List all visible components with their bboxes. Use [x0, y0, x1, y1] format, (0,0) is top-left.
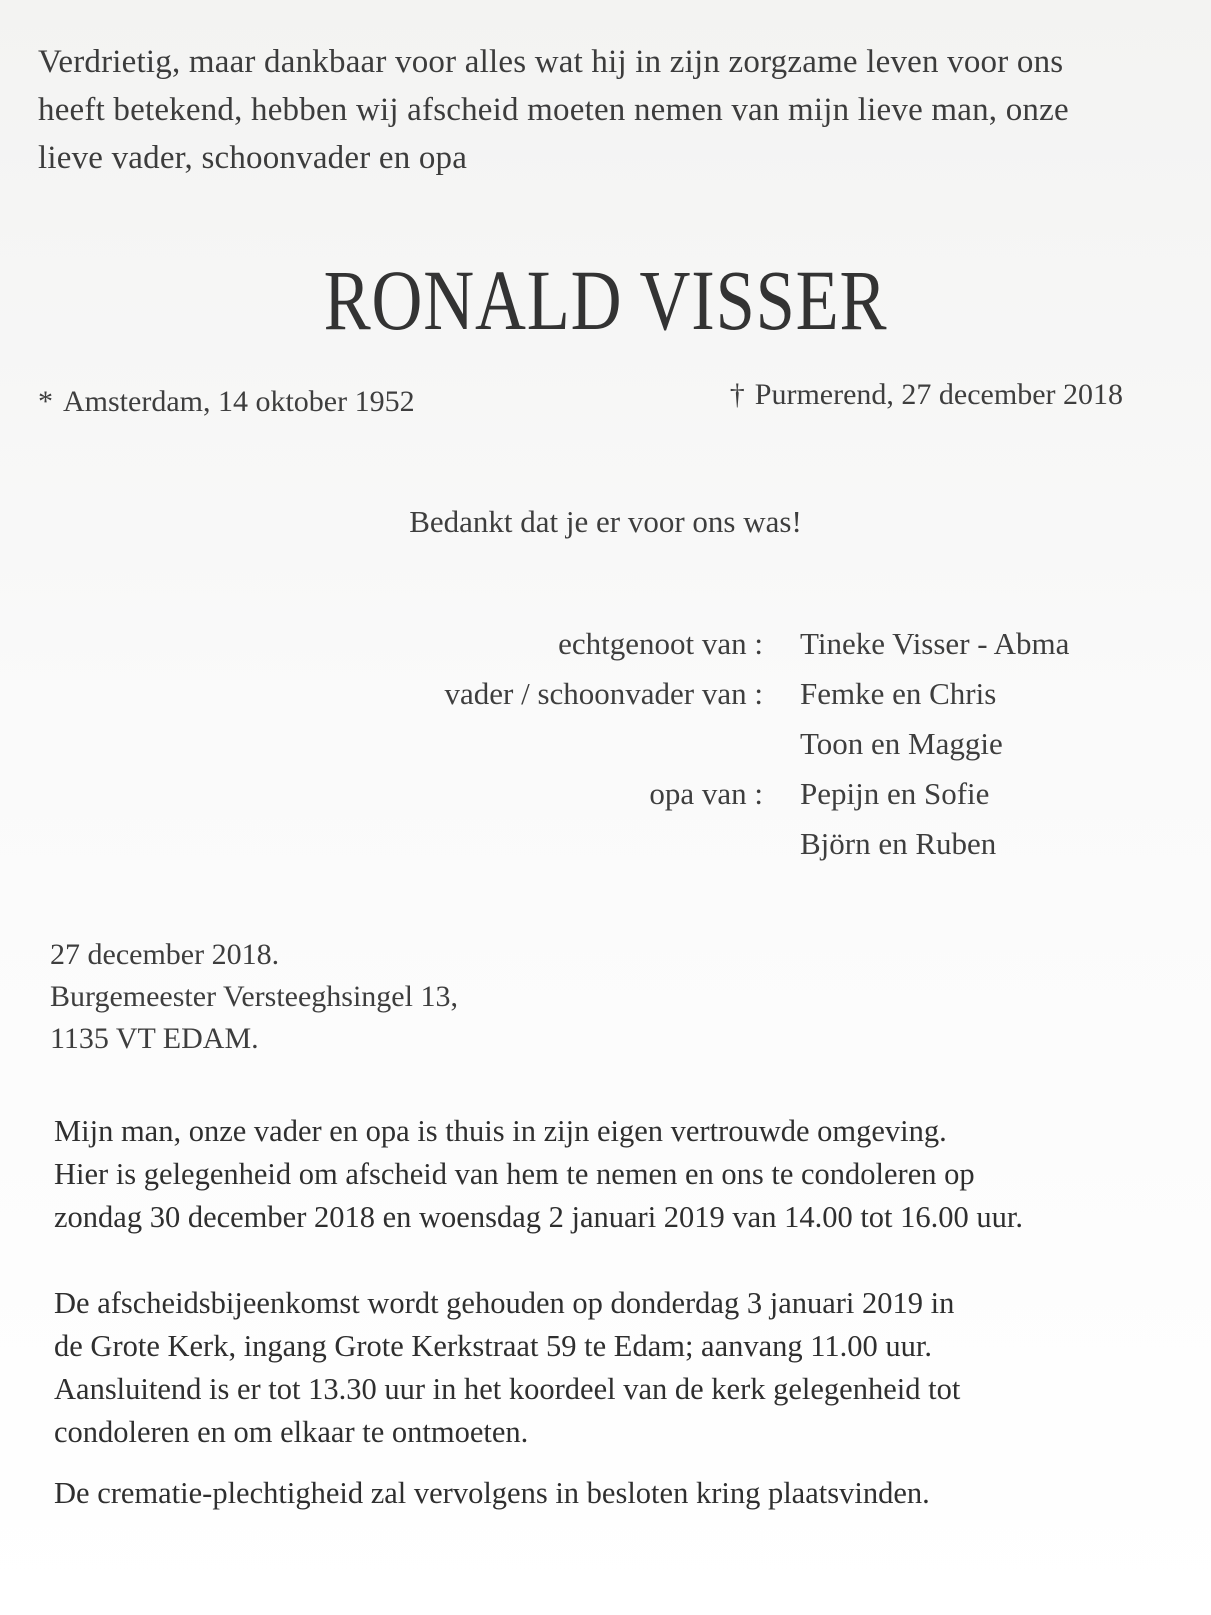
intro-text	[38, 38, 1128, 182]
address-line: 1135 VT EDAM.	[50, 1022, 259, 1055]
family-row	[0, 826, 1211, 876]
paragraph-line: Hier is gelegenheid om afscheid van hem te nemen en ons te condoleren op	[54, 1157, 975, 1191]
family-row	[0, 626, 1211, 676]
ceremony-paragraph	[54, 1282, 1134, 1454]
address-line: Burgemeester Versteeghsingel 13,	[50, 980, 458, 1013]
death-cross-icon: †	[729, 378, 745, 411]
death-info	[730, 378, 1123, 412]
paragraph-line: Aansluitend is er tot 13.30 uur in het koordeel van de kerk gelegenheid tot	[54, 1372, 961, 1406]
paragraph-line: De afscheidsbijeenkomst wordt gehouden op donderdag 3 januari 2019 in	[54, 1286, 955, 1320]
family-row	[0, 776, 1211, 826]
family-relation: vader / schoonvader van :	[444, 676, 763, 711]
intro-line: Verdrietig, maar dankbaar voor alles wat hij in zijn zorgzame leven voor ons	[38, 44, 1064, 80]
family-members: Femke en Chris	[800, 676, 997, 711]
visitation-paragraph	[54, 1110, 1134, 1239]
home-address	[50, 934, 458, 1060]
family-members: Toon en Maggie	[800, 726, 1003, 761]
intro-line: heeft betekend, hebben wij afscheid moeten nemen van mijn lieve man, onze	[38, 92, 1069, 128]
deceased-name: RONALD VISSER	[323, 252, 888, 348]
family-members: Pepijn en Sofie	[800, 776, 990, 811]
family-members: Björn en Ruben	[800, 826, 997, 861]
family-row	[0, 726, 1211, 776]
paragraph-line: De crematie-plechtigheid zal vervolgens in besloten kring plaatsvinden.	[54, 1476, 930, 1510]
family-relation: echtgenoot van :	[558, 626, 763, 661]
family-list	[0, 626, 1211, 876]
paragraph-line: de Grote Kerk, ingang Grote Kerkstraat 59 te Edam; aanvang 11.00 uur.	[54, 1329, 933, 1363]
family-relation: opa van :	[649, 776, 763, 811]
thanks-line: Bedankt dat je er voor ons was!	[409, 504, 802, 539]
death-text: Purmerend, 27 december 2018	[754, 378, 1123, 411]
birth-star-icon: *	[38, 385, 53, 418]
paragraph-line: Mijn man, onze vader en opa is thuis in zijn eigen vertrouwde omgeving.	[54, 1114, 947, 1148]
family-row	[0, 676, 1211, 726]
paragraph-line: condoleren en om elkaar te ontmoeten.	[54, 1415, 529, 1449]
intro-line: lieve vader, schoonvader en opa	[38, 140, 468, 176]
family-members: Tineke Visser - Abma	[800, 626, 1070, 661]
paragraph-line: zondag 30 december 2018 en woensdag 2 januari 2019 van 14.00 tot 16.00 uur.	[54, 1200, 1024, 1234]
address-line: 27 december 2018.	[50, 938, 280, 971]
birth-info	[38, 385, 415, 419]
cremation-paragraph	[54, 1472, 1134, 1515]
birth-text: Amsterdam, 14 oktober 1952	[63, 385, 415, 418]
